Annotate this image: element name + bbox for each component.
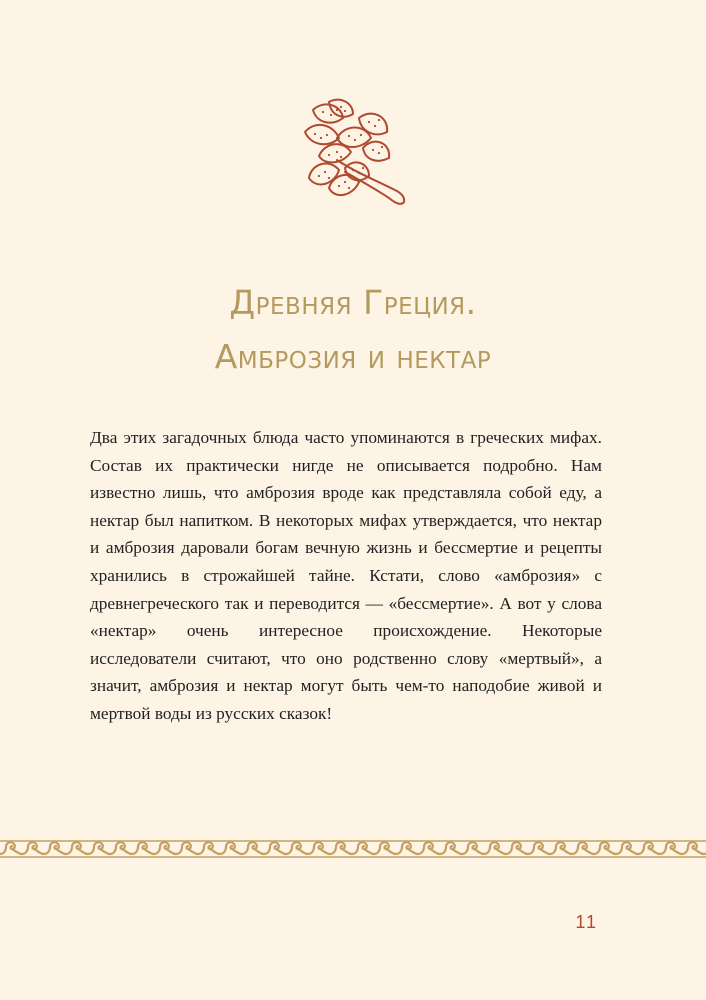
page-title [0,276,706,384]
leaf-branch-icon [285,98,410,216]
body-paragraph: Два этих загадочных блюда часто упоминаются в греческих мифах. Состав их практически нигде не описывается подробно. Нам известно лишь, что амброзия вроде как представляла собой еду, а нектар был напитком. В некоторых мифах утверждается, что нектар и амброзия даровали богам вечную жизнь и бессмертие и рецепты хранились в строжайшей тайне. Кстати, слово «амброзия» с древнегреческого так и переводится — «бессмертие». А вот у слова «нектар» очень интересное происхождение. Некоторые исследователи считают, что оно родственно слову «мертвый», а значит, амброзия и нектар могут быть чем-то наподобие живой и мертвой воды из русских сказок! [90,428,602,723]
greek-wave-border-icon [0,838,706,860]
page-number: 11 [575,912,598,932]
title-line-2: Амброзия и нектар [214,337,492,376]
title-line-1: Древняя Греция. [229,283,477,322]
body-text [90,424,602,728]
